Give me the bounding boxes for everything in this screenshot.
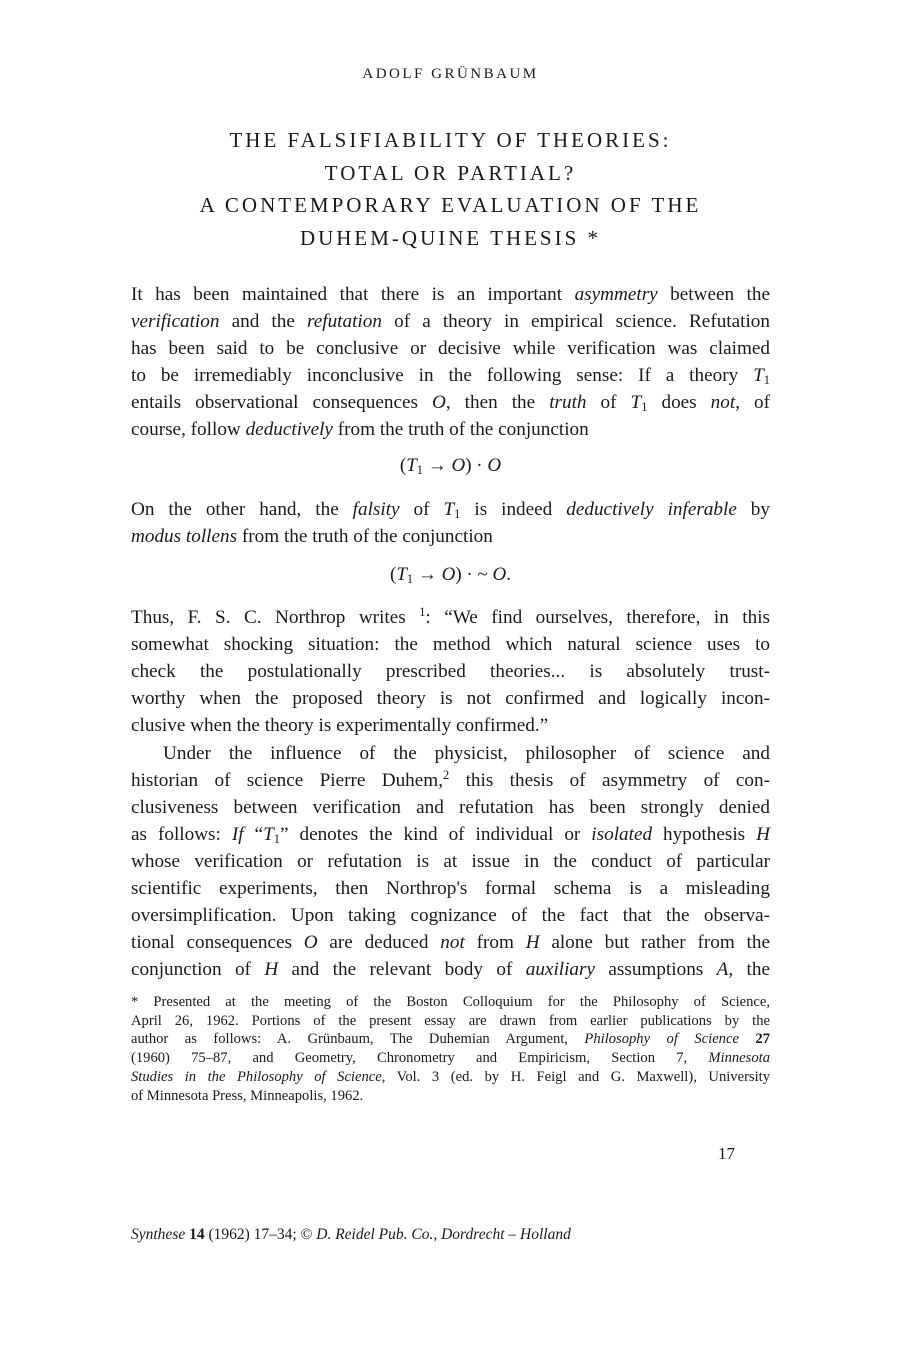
footnote-line: of Minnesota Press, Minneapolis, 1962. bbox=[131, 1087, 364, 1104]
text-line: worthy when the proposed theory is not confirmed and logically incon- bbox=[131, 688, 770, 709]
formula-verification: $(T_1 \to O) \cdot O$ bbox=[399, 455, 502, 478]
text-line: entails observational consequences O, then the truth of $T_1$ does not, of bbox=[131, 392, 771, 415]
text-line: oversimplification. Upon taking cognizance of the fact that the observa- bbox=[131, 905, 770, 926]
footnote-line: Studies in the Philosophy of Science, Vol. 3 (ed. by H. Feigl and G. Maxwell), University bbox=[131, 1068, 771, 1085]
text-line: clusiveness between verification and refutation has been strongly denied bbox=[131, 797, 770, 818]
text-line: tional consequences O are deduced not from H alone but rather from the bbox=[131, 932, 770, 953]
formula-falsification: $(T_1 \to O)$ · ~ O. bbox=[390, 564, 511, 587]
text-line: whose verification or refutation is at issue in the conduct of particular bbox=[131, 851, 770, 872]
footnote-line: author as follows: A. Grünbaum, The Duhemian Argument, Philosophy of Science 27 bbox=[131, 1031, 770, 1048]
footnote-line: (1960) 75–87, and Geometry, Chronometry and Empiricism, Section 7, Minnesota bbox=[131, 1050, 770, 1067]
text-line: modus tollens from the truth of the conjunction bbox=[131, 526, 493, 547]
text-line: Thus, F. S. C. Northrop writes $^1$: “We find ourselves, therefore, in this bbox=[131, 605, 770, 628]
text-line: check the postulationally prescribed theories... is absolutely trust- bbox=[131, 661, 770, 682]
title-line: TOTAL OR PARTIAL? bbox=[324, 160, 577, 185]
footnote-ref: 1 bbox=[419, 605, 426, 620]
paragraph-4 bbox=[131, 740, 770, 983]
text-line: has been said to be conclusive or decisive while verification was claimed bbox=[131, 338, 770, 359]
paragraph-1 bbox=[131, 281, 770, 443]
footnote bbox=[131, 993, 770, 1105]
article-title bbox=[0, 124, 901, 254]
text-line: conjunction of H and the relevant body of auxiliary assumptions A, the bbox=[131, 959, 771, 980]
publication-info: Synthese 14 (1962) 17–34; © D. Reidel Pub. Co., Dordrecht – Holland bbox=[131, 1226, 571, 1243]
title-line: A CONTEMPORARY EVALUATION OF THE bbox=[199, 193, 702, 217]
text-line: verification and the refutation of a theory in empirical science. Refutation bbox=[131, 311, 770, 332]
text-line: clusive when the theory is experimentally confirmed.” bbox=[131, 715, 549, 736]
title-line: THE FALSIFIABILITY OF THEORIES: bbox=[229, 128, 672, 152]
footnote-ref: 2 bbox=[443, 768, 450, 783]
text-line: course, follow deductively from the truth of the conjunction bbox=[131, 419, 589, 440]
text-line: historian of science Pierre Duhem,$^2$ this thesis of asymmetry of con- bbox=[131, 768, 770, 791]
running-header-author: ADOLF GRÜNBAUM bbox=[362, 66, 539, 82]
paragraph-3 bbox=[131, 604, 770, 739]
paragraph-2 bbox=[131, 496, 770, 550]
text-line: to be irremediably inconclusive in the following sense: If a theory $T_1$ bbox=[131, 365, 770, 388]
footnote-line: * Presented at the meeting of the Boston Colloquium for the Philosophy of Science, bbox=[131, 994, 770, 1010]
text-line: Under the influence of the physicist, philosopher of science and bbox=[163, 743, 770, 764]
text-line: scientific experiments, then Northrop's formal schema is a misleading bbox=[131, 878, 770, 899]
text-line: as follows: If “$T_1$” denotes the kind of individual or isolated hypothesis H bbox=[131, 824, 770, 847]
footnote-line: April 26, 1962. Portions of the present essay are drawn from earlier publications by the bbox=[131, 1012, 770, 1029]
title-line: DUHEM-QUINE THESIS * bbox=[299, 225, 602, 250]
page-number: 17 bbox=[718, 1144, 735, 1163]
text-line: It has been maintained that there is an important asymmetry between the bbox=[131, 284, 770, 305]
text-line: somewhat shocking situation: the method which natural science uses to bbox=[131, 634, 770, 655]
text-line: On the other hand, the falsity of $T_1$ is indeed deductively inferable by bbox=[131, 499, 770, 522]
